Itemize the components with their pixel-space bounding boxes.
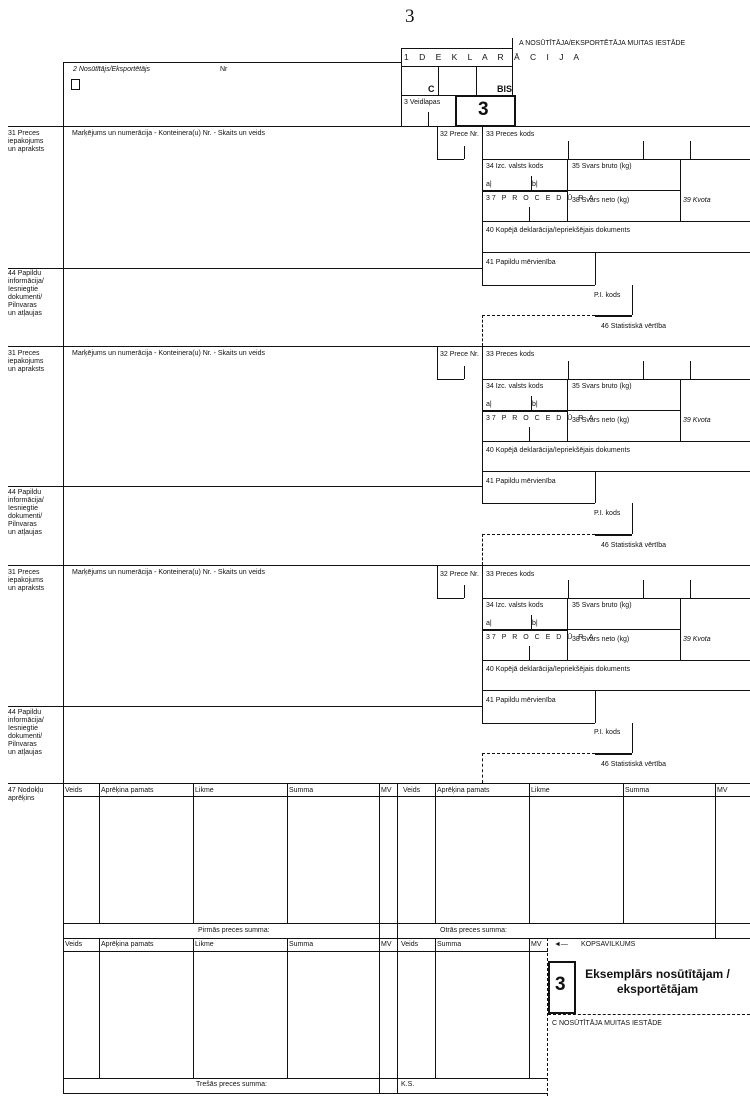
procedure-label: 37 P R O C E D Ū R A <box>486 195 596 202</box>
pi-code-bottom <box>595 534 632 536</box>
prev-doc-bottom <box>482 690 750 691</box>
arrow-icon: ◄— <box>554 941 568 948</box>
prev-doc-label: 40 Kopējā deklarācija/Iepriekšējais dokuments <box>486 666 630 673</box>
origin-tick <box>531 176 532 190</box>
item-nr-label: 32 Prece Nr. <box>440 131 479 138</box>
code-bottom <box>482 379 750 380</box>
right-column-left <box>482 346 483 503</box>
decl-top <box>401 48 512 49</box>
right-column-left <box>482 126 483 285</box>
office-c-label: C NOSŪTĪTĀJA MUITAS IESTĀDE <box>552 1020 662 1027</box>
tax-total-line <box>63 923 750 924</box>
pi-code-bottom <box>595 315 632 317</box>
box32-bottom <box>437 379 464 380</box>
tax-col-mv: MV <box>381 787 392 794</box>
box44-divider <box>63 486 64 565</box>
box31-divider <box>63 565 64 723</box>
box32-tick <box>464 585 465 598</box>
sender-top <box>63 62 401 63</box>
tax-vline <box>435 783 436 923</box>
box32-left <box>437 126 438 159</box>
box44-top <box>8 268 482 269</box>
supp-units-label: 41 Papildu mērvienība <box>486 478 556 485</box>
tax2-vline <box>193 938 194 1078</box>
tax-vline <box>193 783 194 923</box>
prev-doc-label: 40 Kopējā deklarācija/Iepriekšējais dokuments <box>486 227 630 234</box>
prev-doc-bottom <box>482 252 750 253</box>
tax2-vline <box>435 938 436 1078</box>
stat-dashed-top <box>482 534 595 535</box>
marks-label: Marķējums un numerācija - Konteinera(u) Nr. - Skaits un veids <box>72 569 265 576</box>
tax-vline <box>287 783 288 923</box>
origin-b: b| <box>532 620 538 627</box>
procedure-tick <box>529 207 530 221</box>
stat-value-label: 46 Statistiskā vērtība <box>601 761 666 768</box>
tax-col-likme: Likme <box>195 787 214 794</box>
box32-bottom <box>437 598 464 599</box>
copy-dashed-line <box>548 1014 750 1015</box>
stat-dashed-left <box>482 753 483 783</box>
net-label: 38 Svars neto (kg) <box>572 197 630 204</box>
copy-number: 3 <box>555 974 566 995</box>
tax-col-pamats-2: Aprēķina pamats <box>437 787 490 794</box>
sender-checkbox[interactable] <box>71 79 80 90</box>
summary-col-summa: Summa <box>437 941 462 948</box>
tax-col-summa: Summa <box>289 787 314 794</box>
origin-label: 34 Izc. valsts kods <box>486 602 544 609</box>
header-right-divider <box>512 38 513 95</box>
origin-b: b| <box>532 401 538 408</box>
tax2-col-likme: Likme <box>195 941 214 948</box>
stat-value-label: 46 Statistiskā vērtība <box>601 542 666 549</box>
box47-label: 47 Nodokļu aprēķins <box>8 787 44 802</box>
tax-col-summa-2: Summa <box>625 787 650 794</box>
box32-bottom <box>437 159 464 160</box>
code-tick-2 <box>643 361 644 379</box>
box44-divider <box>63 706 64 783</box>
tax-vline <box>379 783 380 938</box>
box31-label: 31 Preces iepakojums un apraksts <box>8 569 45 592</box>
origin-b: b| <box>532 181 538 188</box>
origin-a: a| <box>486 181 492 188</box>
procedure-top <box>482 410 568 412</box>
tax-section-line <box>63 938 750 939</box>
tax2-header-line <box>63 951 548 952</box>
quota-label: 39 Kvota <box>683 197 711 204</box>
pi-code-right <box>632 285 633 315</box>
second-total-label: Otrās preces summa: <box>440 927 507 934</box>
tax-vline <box>623 783 624 923</box>
summary-col-mv: MV <box>531 941 542 948</box>
commodity-code-label: 33 Preces kods <box>486 571 535 578</box>
quota-label: 39 Kvota <box>683 636 711 643</box>
code-bottom <box>482 159 750 160</box>
tax-left <box>63 783 64 938</box>
decl-bis: BIS <box>497 84 513 94</box>
procedure-tick <box>529 427 530 441</box>
supp-units-right <box>595 471 596 503</box>
code-tick-3 <box>690 141 691 159</box>
decl-div2 <box>476 66 477 95</box>
procedure-bottom <box>482 221 750 222</box>
section-line-top <box>8 126 750 127</box>
stat-dashed-top <box>482 753 595 754</box>
decl-div1 <box>438 66 439 95</box>
pi-code-right <box>632 723 633 753</box>
item-nr-label: 32 Prece Nr. <box>440 351 479 358</box>
marks-label: Marķējums un numerācija - Konteinera(u) Nr. - Skaits un veids <box>72 350 265 357</box>
tax-col-veids: Veids <box>65 787 83 794</box>
box44-label: 44 Papildu informācija/ Iesniegtie dokumenti/ Pilnvaras un atļaujas <box>8 270 44 317</box>
first-total-label: Pirmās preces summa: <box>198 927 270 934</box>
code-tick-3 <box>690 361 691 379</box>
code-tick-2 <box>643 580 644 598</box>
box31-divider <box>63 346 64 503</box>
code-bottom <box>482 598 750 599</box>
summary-col-veids: Veids <box>401 941 419 948</box>
gross-label: 35 Svars bruto (kg) <box>572 602 632 609</box>
stat-dashed-left <box>482 534 483 565</box>
origin-label: 34 Izc. valsts kods <box>486 163 544 170</box>
forms-value: 3 <box>478 99 489 120</box>
gross-bottom <box>567 629 680 630</box>
box32-tick <box>464 146 465 159</box>
pi-code-label: P.I. kods <box>594 510 621 517</box>
procedure-bottom <box>482 660 750 661</box>
stat-value-label: 46 Statistiskā vērtība <box>601 323 666 330</box>
prev-doc-bottom <box>482 471 750 472</box>
commodity-code-label: 33 Preces kods <box>486 351 535 358</box>
supp-units-bottom <box>482 503 595 504</box>
box44-top <box>8 706 482 707</box>
tax-vline <box>715 783 716 938</box>
tax2-left <box>63 938 64 1093</box>
supp-units-right <box>595 252 596 285</box>
box32-left <box>437 346 438 379</box>
tax2-vline <box>99 938 100 1078</box>
tax-col-likme-2: Likme <box>531 787 550 794</box>
box31-label: 31 Preces iepakojums un apraksts <box>8 350 45 373</box>
customs-office-label: A NOSŪTĪTĀJA/EKSPORTĒTĀJA MUITAS IESTĀDE <box>519 40 686 47</box>
net-label: 38 Svars neto (kg) <box>572 417 630 424</box>
gross-right <box>680 379 681 441</box>
origin-a: a| <box>486 620 492 627</box>
sender-label: 2 Nosūtītājs/Eksportētājs <box>73 66 151 73</box>
supp-units-bottom <box>482 285 595 286</box>
sender-left <box>63 62 64 126</box>
page-number: 3 <box>405 6 415 27</box>
tax-vline <box>397 783 398 938</box>
pi-code-label: P.I. kods <box>594 729 621 736</box>
box44-top <box>8 486 482 487</box>
box31-label: 31 Preces iepakojums un apraksts <box>8 130 45 153</box>
procedure-bottom <box>482 441 750 442</box>
tax-col-pamats: Aprēķina pamats <box>101 787 154 794</box>
forms-tick <box>428 112 429 126</box>
box32-left <box>437 565 438 598</box>
tax2-col-pamats: Aprēķina pamats <box>101 941 154 948</box>
pi-code-label: P.I. kods <box>594 292 621 299</box>
procedure-tick <box>529 646 530 660</box>
box44-label: 44 Papildu informācija/ Iesniegtie dokumenti/ Pilnvaras un atļaujas <box>8 709 44 756</box>
gross-bottom <box>567 410 680 411</box>
section-line-2 <box>8 565 750 566</box>
box32-tick <box>464 366 465 379</box>
code-tick-2 <box>643 141 644 159</box>
right-column-left <box>482 565 483 723</box>
tax2-total-line <box>63 1078 548 1079</box>
forms-label: 3 Veidlapas <box>404 99 441 106</box>
tax-col-veids-2: Veids <box>403 787 421 794</box>
decl-mid <box>401 66 512 67</box>
prev-doc-label: 40 Kopējā deklarācija/Iepriekšējais dokuments <box>486 447 630 454</box>
tax2-vline <box>529 938 530 1078</box>
tax-vline <box>99 783 100 923</box>
origin-a: a| <box>486 401 492 408</box>
ks-label: K.S. <box>401 1081 415 1088</box>
tax2-col-veids: Veids <box>65 941 83 948</box>
decl-c: C <box>428 84 435 94</box>
tax-vline <box>529 783 530 923</box>
procedure-label: 37 P R O C E D Ū R A <box>486 634 596 641</box>
origin-tick <box>531 396 532 410</box>
box31-divider <box>63 126 64 285</box>
sender-nr: Nr <box>220 66 228 73</box>
box44-label: 44 Papildu informācija/ Iesniegtie dokumenti/ Pilnvaras un atļaujas <box>8 489 44 536</box>
stat-dashed-left <box>482 315 483 346</box>
declaration-label: 1 D E K L A R Ā C I J A <box>404 52 584 62</box>
procedure-top <box>482 190 568 192</box>
commodity-code-label: 33 Preces kods <box>486 131 535 138</box>
tax-col-mv-2: MV <box>717 787 728 794</box>
marks-label: Marķējums un numerācija - Konteinera(u) Nr. - Skaits un veids <box>72 130 265 137</box>
pi-code-bottom <box>595 753 632 755</box>
summary-label: KOPSAVILKUMS <box>581 941 636 948</box>
gross-right <box>680 159 681 221</box>
code-tick-1 <box>568 361 569 379</box>
supp-units-bottom <box>482 723 595 724</box>
tax2-vline <box>397 938 398 1093</box>
gross-label: 35 Svars bruto (kg) <box>572 163 632 170</box>
procedure-label: 37 P R O C E D Ū R A <box>486 415 596 422</box>
origin-tick <box>531 615 532 629</box>
tax2-col-summa: Summa <box>289 941 314 948</box>
gross-right <box>680 598 681 660</box>
stat-dashed-top <box>482 315 595 316</box>
code-tick-3 <box>690 580 691 598</box>
supp-units-label: 41 Papildu mērvienība <box>486 697 556 704</box>
copy-text: Eksemplārs nosūtītājam / eksportētājam <box>585 967 730 996</box>
tax2-col-mv: MV <box>381 941 392 948</box>
third-total-label: Trešās preces summa: <box>196 1081 267 1088</box>
gross-label: 35 Svars bruto (kg) <box>572 383 632 390</box>
pi-code-right <box>632 503 633 534</box>
supp-units-label: 41 Papildu mērvienība <box>486 259 556 266</box>
section-line-1 <box>8 346 750 347</box>
box44-divider <box>63 268 64 346</box>
code-tick-1 <box>568 141 569 159</box>
origin-label: 34 Izc. valsts kods <box>486 383 544 390</box>
gross-bottom <box>567 190 680 191</box>
tax2-vline <box>287 938 288 1078</box>
tax-header-line <box>63 796 750 797</box>
net-label: 38 Svars neto (kg) <box>572 636 630 643</box>
tax2-bottom-line <box>63 1093 548 1094</box>
quota-label: 39 Kvota <box>683 417 711 424</box>
item-nr-label: 32 Prece Nr. <box>440 571 479 578</box>
code-tick-1 <box>568 580 569 598</box>
supp-units-right <box>595 690 596 723</box>
decl-left <box>401 48 402 126</box>
tax2-vline <box>379 938 380 1093</box>
procedure-top <box>482 629 568 631</box>
